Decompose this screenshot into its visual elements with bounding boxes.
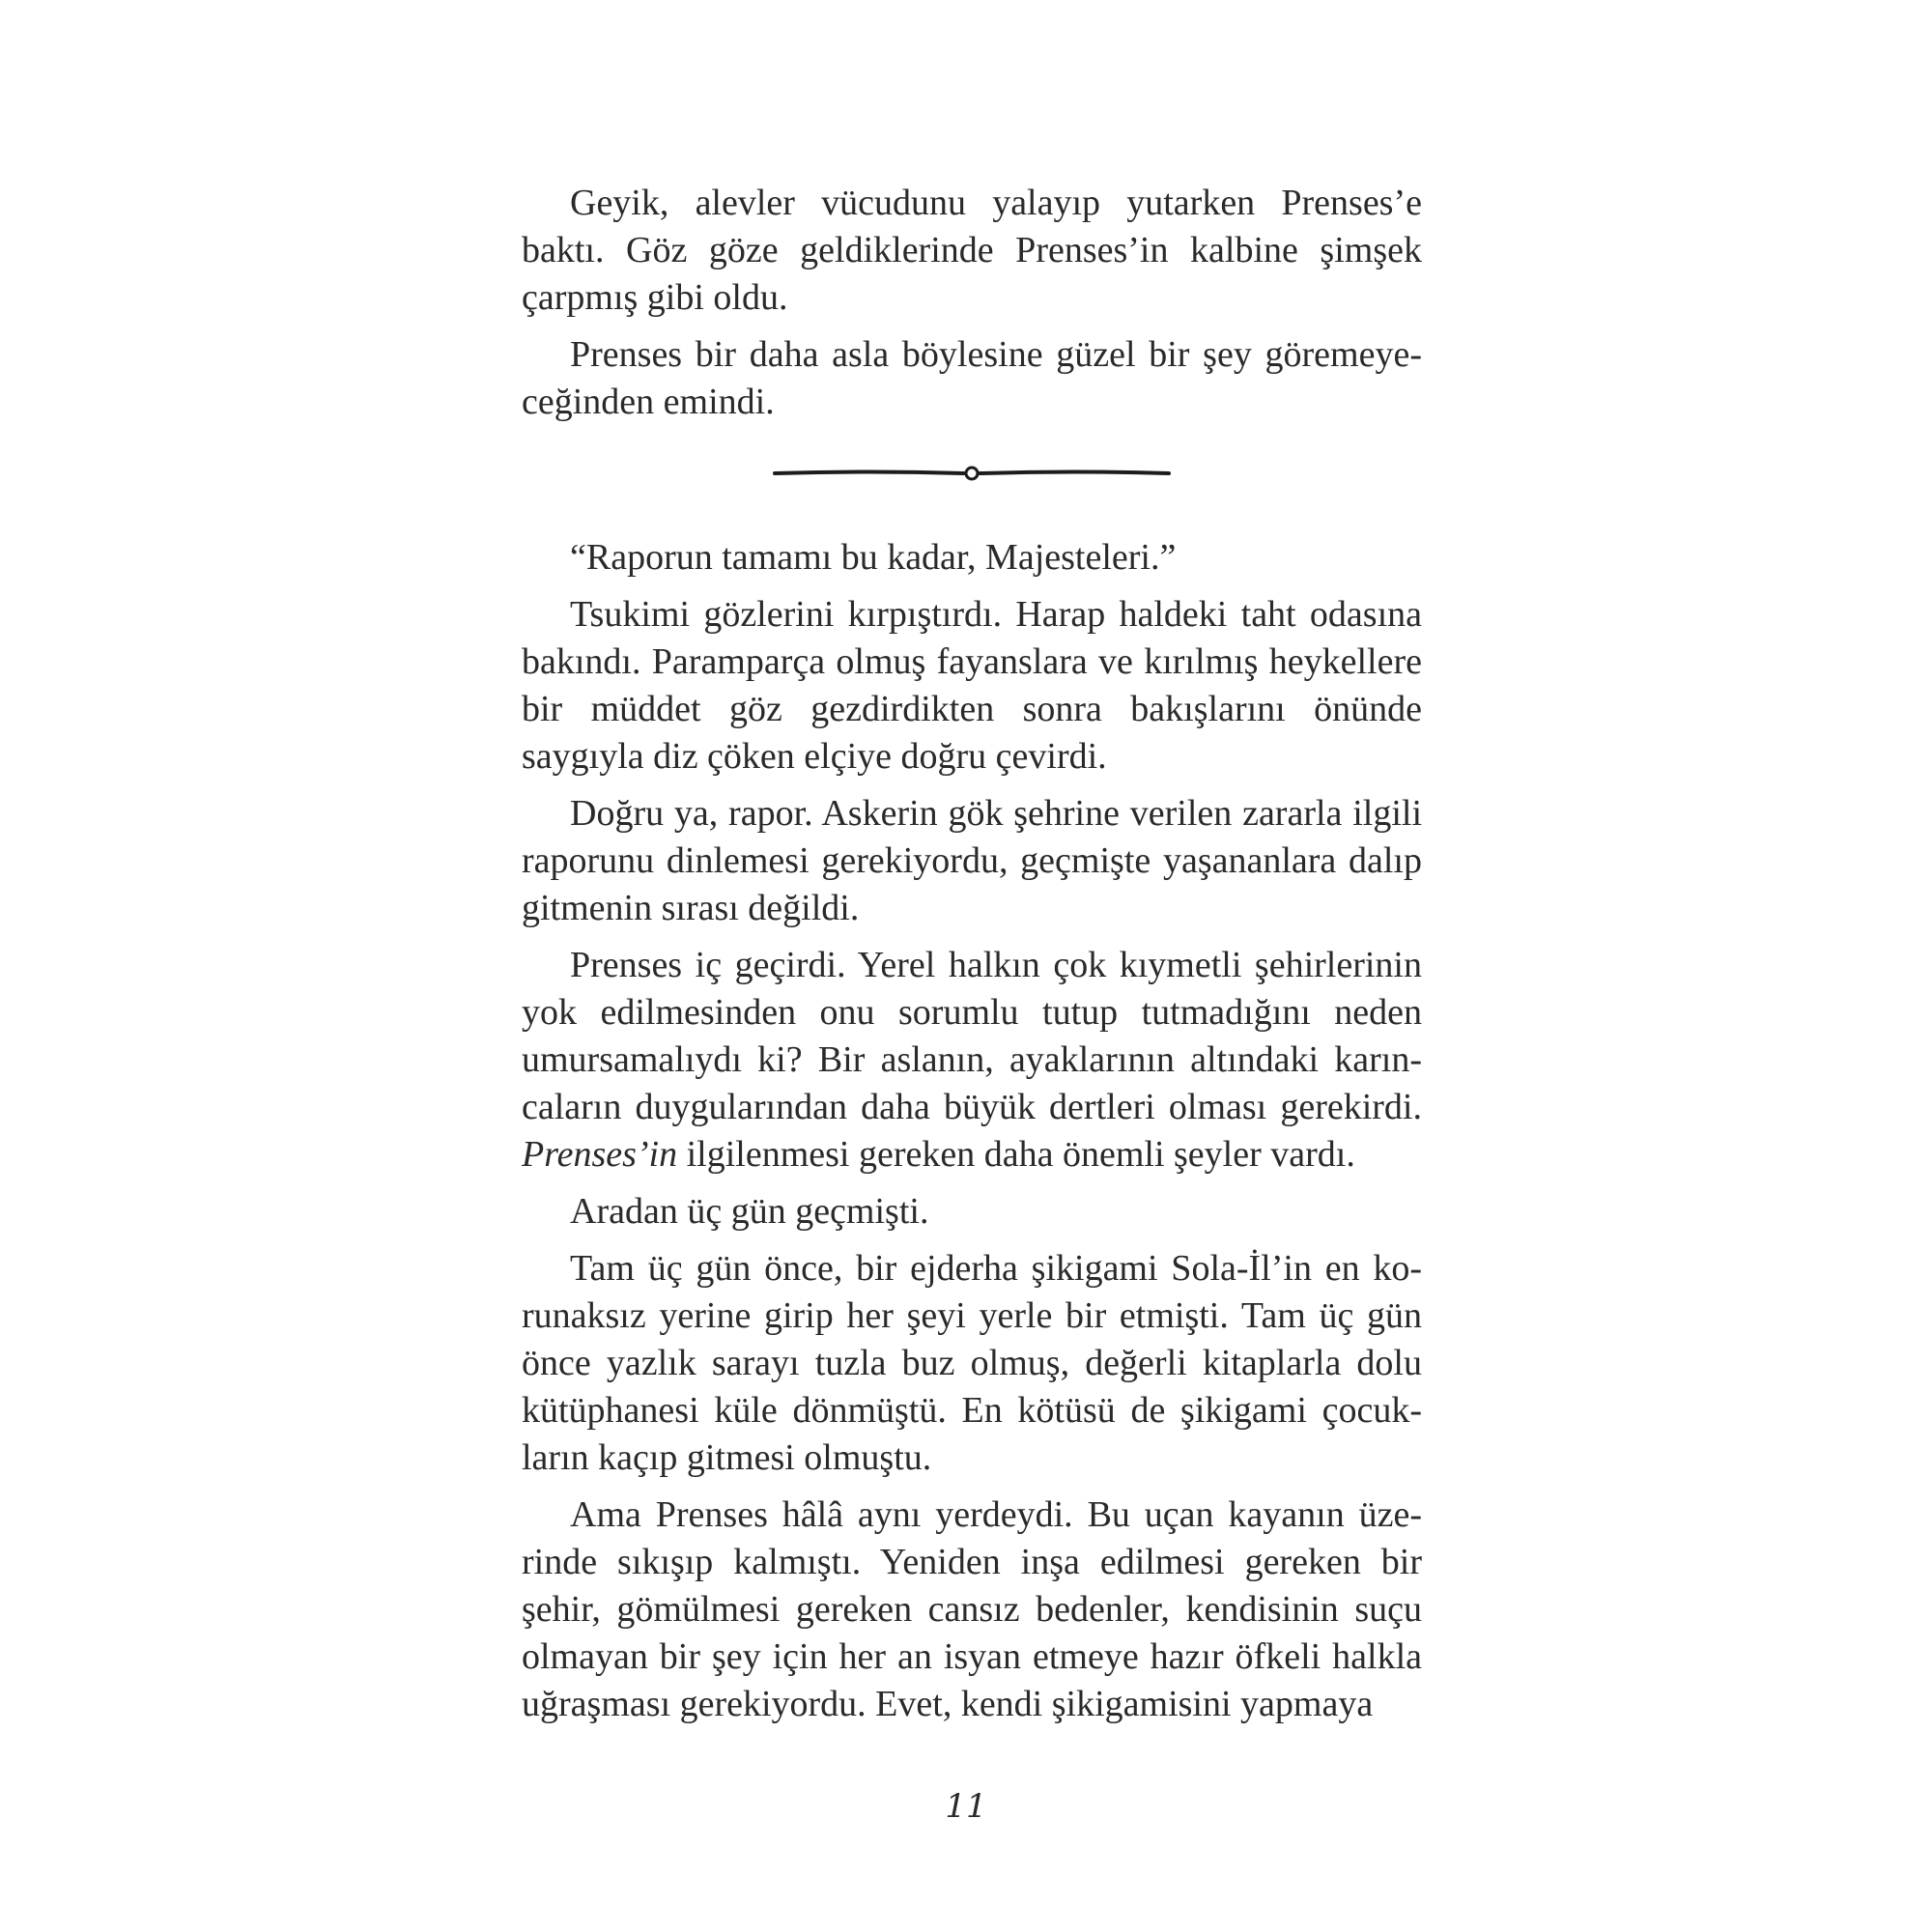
paragraph: Doğru ya, rapor. Askerin gök şehrine verilen zararla ilgili raporunu dinlemesi gerekiyordu, geçmişte yaşananlara dalıp gitmenin sırası değildi.	[522, 793, 1422, 928]
paragraph-text: ilgilenmesi gereken daha önemli şeyler vardı.	[677, 1134, 1355, 1175]
paragraph: Tsukimi gözlerini kırpıştırdı. Harap haldeki taht odasına bakındı. Paramparça olmuş fayanslara ve kırılmış heykellere bir müddet göz gezdirdikten sonra bakışlarını önünde saygıyla diz çöken elçiye doğru çevirdi.	[522, 594, 1422, 777]
paragraph	[522, 942, 1422, 1179]
passage-bottom	[522, 534, 1422, 1738]
italic-emphasis: Prenses’in	[522, 1134, 678, 1175]
paragraph: Geyik, alevler vücudunu yalayıp yutarken Prenses’e baktı. Göz göze geldiklerinde Prenses’in kalbine şimşek çarpmış gibi oldu.	[522, 183, 1422, 318]
paragraph: Aradan üç gün geçmişti.	[570, 1191, 929, 1232]
paragraph: Tam üç gün önce, bir ejderha şikigami Sola-İl’in en korunaksız yerine girip her şeyi yerle bir etmişti. Tam üç gün önce yazlık sarayı tuzla buz olmuş, değerli kitaplarla dolu kütüphanesi küle dönmüştü. En kötüsü de şikigami çocukların kaçıp gitmesi olmuştu.	[522, 1248, 1422, 1478]
paragraph: Ama Prenses hâlâ aynı yerdeydi. Bu uçan kayanın üzerinde sıkışıp kalmıştı. Yeniden inşa edilmesi gereken bir şehir, gömülmesi gereken cansız bedenler, kendisinin suçu olmayan bir şey için her an isyan etmeye hazır öfkeli halkla uğraşması gerekiyordu. Evet, kendi şikigamisini yapmaya	[522, 1494, 1422, 1724]
page-number: 11	[945, 1787, 987, 1826]
passage-top	[522, 180, 1422, 436]
paragraph: “Raporun tamamı bu kadar, Majesteleri.”	[570, 537, 1177, 578]
paragraph: Prenses bir daha asla böylesine güzel bir şey göremeyeceğinden emindi.	[522, 334, 1422, 422]
ornamental-divider-icon	[773, 462, 1171, 485]
paragraph-text: Prenses iç geçirdi. Yerel halkın çok kıymetli şehirlerinin yok edilmesinden onu sorumlu tutup tutmadığını neden umursamalıydı ki? Bir aslanın, ayaklarının altındaki karıncaların duygularından daha büyük dertleri olması gerekirdi.	[522, 945, 1422, 1127]
